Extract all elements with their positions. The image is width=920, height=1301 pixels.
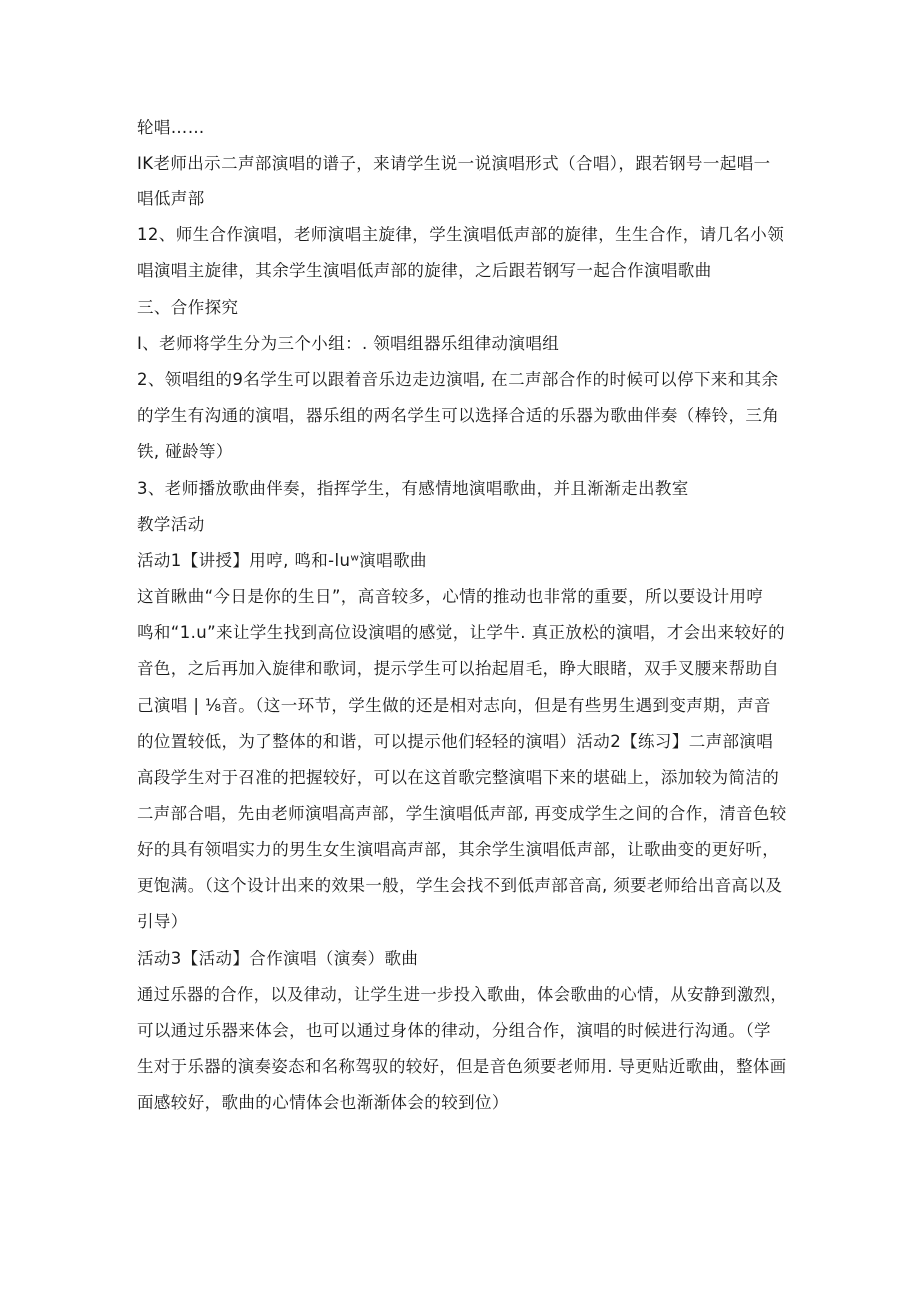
text-line: 己演唱 | ⅛音。（这一环节，学生做的还是相对志向，但是有些男生遇到变声期，声音 bbox=[137, 696, 771, 715]
text-line: 面感较好，歌曲的心情体会也渐渐体会的较到位） bbox=[137, 1093, 509, 1112]
text-line: 这首瞅曲“今日是你的生日”，高音较多，心情的推动也非常的重要，所以要设计用哼 bbox=[137, 587, 764, 606]
text-line: 高段学生对于召准的把握较好，可以在这首歌完整演唱下来的堪础上，添加较为简洁的 bbox=[137, 768, 780, 787]
text-line: 2、领唱组的9名学生可以跟着音乐边走边演唱, 在二声部合作的时候可以停下来和其余 bbox=[137, 370, 779, 389]
text-line: 生对于乐器的演奏姿态和名称驾驭的较好，但是音色须要老师用. 导更贴近歌曲，整体画 bbox=[137, 1057, 787, 1076]
text-line: 唱演唱主旋律，其余学生演唱低声部的旋律，之后跟若钢写一起合作演唱歌曲 bbox=[137, 261, 712, 280]
text-line: IK老师出示二声部演唱的谱子，来请学生说一说演唱形式（合唱），跟若钢号一起唱一 bbox=[137, 154, 771, 173]
text-line: 引导） bbox=[137, 912, 188, 931]
section-heading: 三、合作探究 bbox=[137, 298, 239, 317]
text-line: 铁, 碰龄等） bbox=[137, 442, 233, 461]
text-line: 可以通过乐器来体会，也可以通过身体的律动，分组合作，演唱的时候进行沟通。（学 bbox=[137, 1021, 771, 1040]
text-line: 音色，之后再加入旋律和歌词，提示学生可以抬起眉毛，睁大眼睹，双手叉腰来帮助自 bbox=[137, 659, 780, 678]
text-line: 的位置较低，为了整体的和谐，可以提示他们轻轻的演唱）活动2【练习】二声部演唱 bbox=[137, 732, 774, 751]
text-line: 更饱满。（这个设计出来的效果一般，学生会找不到低声部音高, 须要老师给出音高以及 bbox=[137, 876, 783, 895]
activity-heading: 活动3【活动】合作演唱（演奏）歌曲 bbox=[137, 949, 419, 968]
text-line: 轮唱…… bbox=[137, 118, 205, 137]
text-line: I、老师将学生分为三个小组：. 领唱组器乐组律动演唱组 bbox=[137, 334, 560, 353]
text-line: 唱低声部 bbox=[137, 189, 205, 208]
text-line: 12、师生合作演唱，老师演唱主旋律，学生演唱低声部的旋律，生生合作，请几名小领 bbox=[137, 225, 785, 244]
text-line: 的学生有沟通的演唱，器乐组的两名学生可以选择合适的乐器为歌曲伴奏（棒铃，三角 bbox=[137, 406, 780, 425]
text-line: 通过乐器的合作，以及律动，让学生进一步投入歌曲，体会歌曲的心情，从安静到激烈， bbox=[137, 985, 788, 1004]
text-line: 鸣和“1.u”来让学生找到高位设演唱的感觉，让学牛. 真正放松的演唱，才会出来较好的 bbox=[137, 623, 786, 642]
activity-heading: 活动1【讲授】用哼, 鸣和-luʷ演唱歌曲 bbox=[137, 551, 427, 570]
section-heading: 教学活动 bbox=[137, 515, 205, 534]
text-line: 二声部合唱，先由老师演唱高声部，学生演唱低声部, 再变成学生之间的合作，清音色较 bbox=[137, 804, 787, 823]
text-line: 3、老师播放歌曲伴奏，指挥学生，有感情地演唱歌曲，并且渐渐走出教室 bbox=[137, 479, 689, 498]
text-line: 好的具有领唱实力的男生女生演唱高声部，其余学生演唱低声部，让歌曲变的更好听， bbox=[137, 840, 780, 859]
